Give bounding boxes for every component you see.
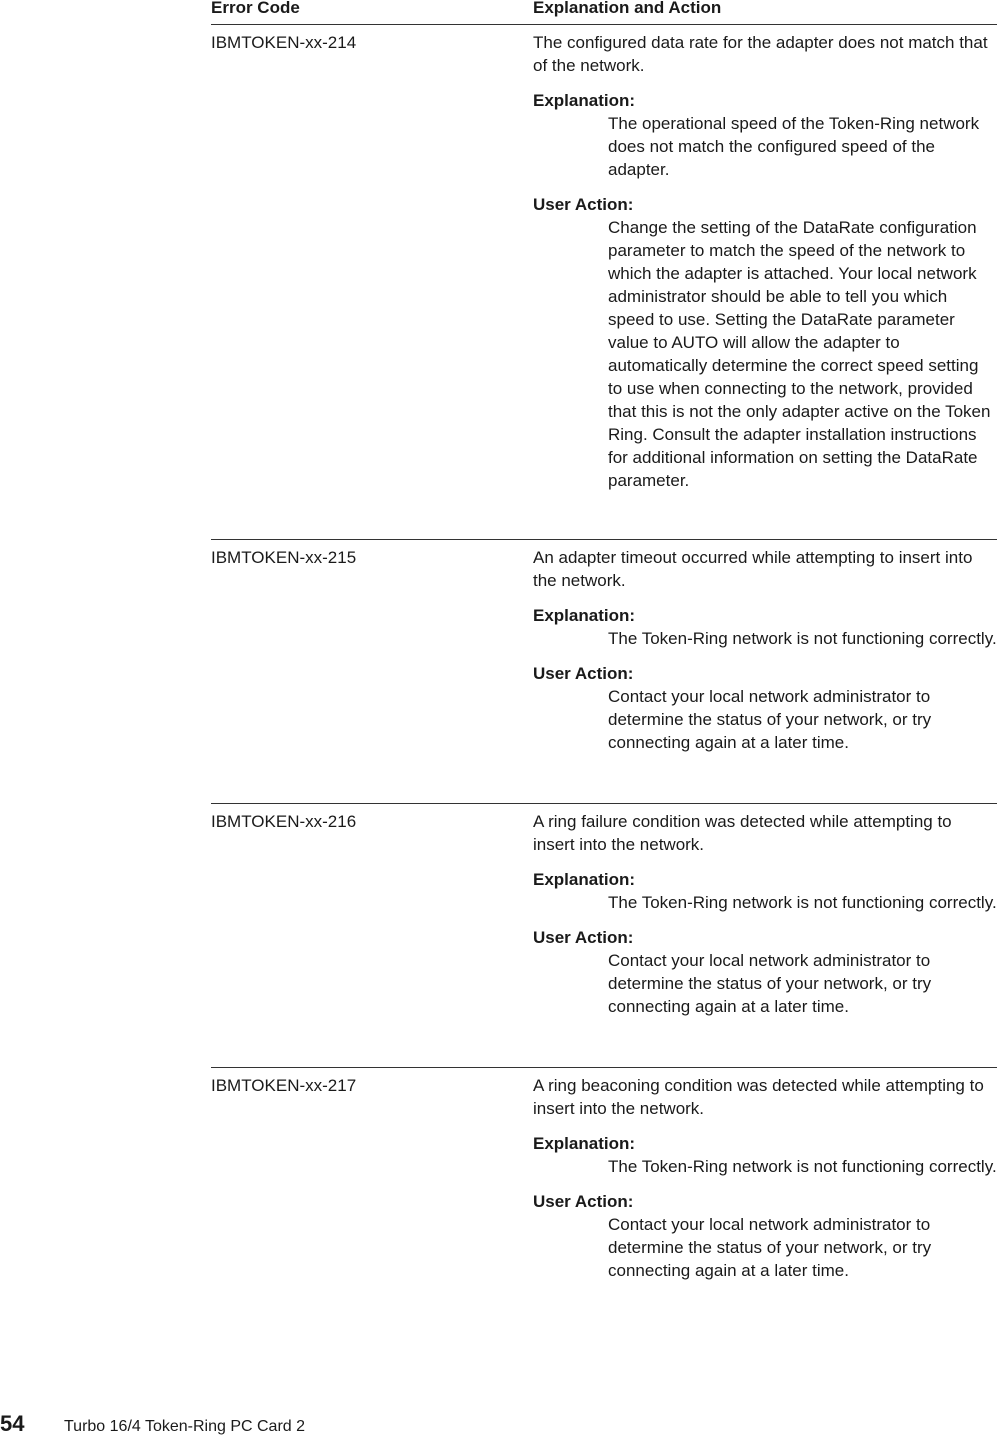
error-description (533, 810, 997, 1030)
user-action-label: User Action: (533, 195, 634, 214)
explanation-text: The Token-Ring network is not functioning correctly. (608, 1157, 997, 1176)
explanation-label: Explanation: (533, 870, 636, 889)
error-code: IBMTOKEN-xx-216 (211, 812, 357, 831)
error-message: The configured data rate for the adapter does not match that of the network. (533, 33, 988, 75)
error-entry-217 (211, 1067, 997, 1280)
explanation-text: The operational speed of the Token-Ring network does not match the configured speed of the adapter. (608, 114, 980, 179)
column-header-error-code: Error Code (211, 0, 300, 17)
user-action-label: User Action: (533, 664, 634, 683)
user-action-text: Contact your local network administrator to determine the status of your network, or try connecting again at a later time. (608, 1215, 932, 1280)
user-action-text: Contact your local network administrator to determine the status of your network, or try connecting again at a later time. (608, 687, 932, 752)
error-description (533, 1074, 997, 1294)
footer-title: Turbo 16/4 Token-Ring PC Card 2 (64, 1418, 306, 1435)
error-entry-216 (211, 803, 997, 1016)
error-code: IBMTOKEN-xx-214 (211, 33, 357, 52)
error-description (533, 546, 997, 766)
column-header-explanation: Explanation and Action (533, 0, 722, 17)
explanation-label: Explanation: (533, 606, 636, 625)
user-action-label: User Action: (533, 1192, 634, 1211)
error-message: A ring failure condition was detected while attempting to insert into the network. (533, 812, 952, 854)
explanation-label: Explanation: (533, 91, 636, 110)
user-action-label: User Action: (533, 928, 634, 947)
error-entry-215 (211, 539, 997, 752)
user-action-text: Change the setting of the DataRate configuration parameter to match the speed of the network to which the adapter is attached. Your local network administrator should be able to tell you which speed to use. Setting the DataRate parameter value to AUTO will allow the adapter to automatically determine the correct speed setting to use when connecting to the network, provided that this is not the only adapter active on the Token Ring. Consult the adapter installation instructions for additional information on setting the DataRate parameter. (608, 218, 991, 490)
error-code: IBMTOKEN-xx-215 (211, 548, 357, 567)
error-description (533, 31, 997, 504)
table-header (211, 0, 997, 25)
explanation-text: The Token-Ring network is not functioning correctly. (608, 629, 997, 648)
explanation-label: Explanation: (533, 1134, 636, 1153)
error-message: A ring beaconing condition was detected while attempting to insert into the network. (533, 1076, 984, 1118)
page-number: 54 (0, 1411, 25, 1436)
user-action-text: Contact your local network administrator to determine the status of your network, or try connecting again at a later time. (608, 951, 932, 1016)
explanation-text: The Token-Ring network is not functioning correctly. (608, 893, 997, 912)
error-code: IBMTOKEN-xx-217 (211, 1076, 357, 1095)
error-message: An adapter timeout occurred while attempting to insert into the network. (533, 548, 973, 590)
